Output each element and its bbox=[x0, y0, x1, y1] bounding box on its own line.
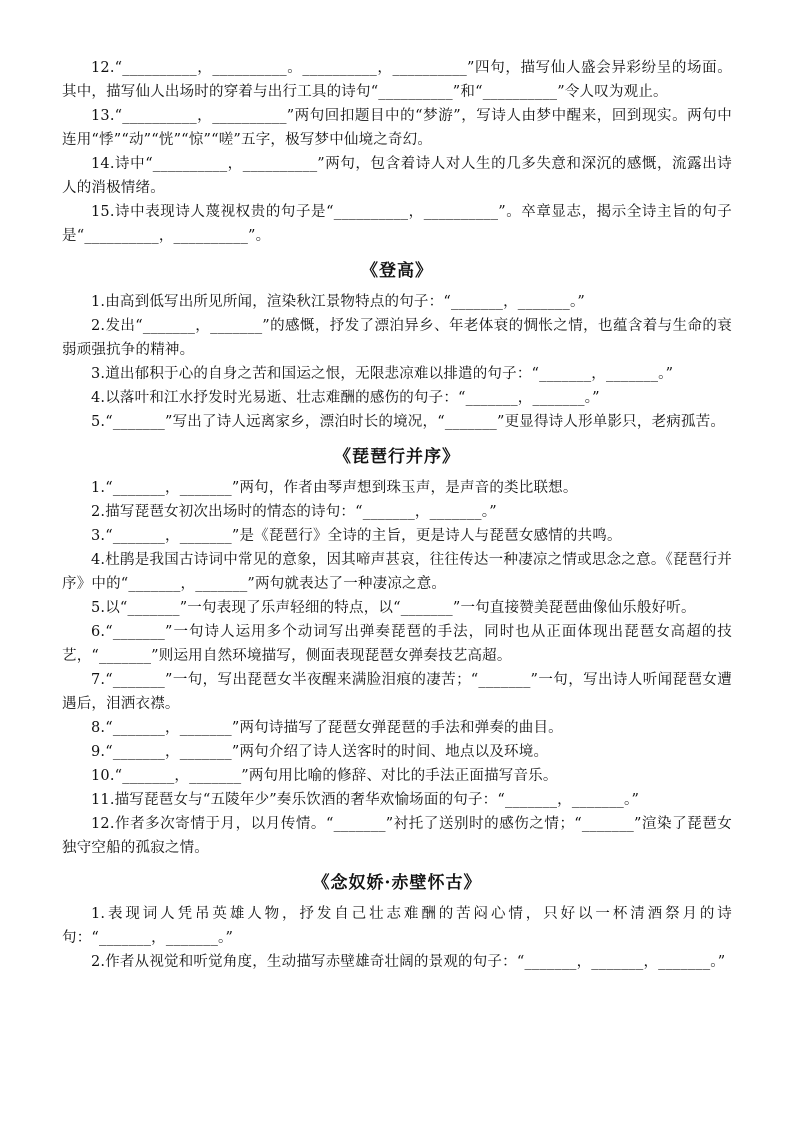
question-item: 9.“_______，_______”两句介绍了诗人送客时的时间、地点以及环境。 bbox=[91, 744, 549, 760]
section-niannujiao bbox=[62, 870, 732, 974]
question-item: 11.描写琵琶女与“五陵年少”奏乐饮酒的奢华欢愉场面的句子：“_______，_______。” bbox=[91, 792, 640, 808]
question-item: 5.以“_______”一句表现了乐声轻细的特点，以“_______”一句直接赞美琵琶曲像仙乐般好听。 bbox=[91, 600, 696, 616]
question-item: 12.“__________，__________。__________，__________”四句，描写仙人盛会异彩纷呈的场面。其中，描写仙人出场时的穿着与出行工具的诗句“__________”和“__________”令人叹为观止。 bbox=[62, 60, 732, 100]
question-item: 4.杜鹃是我国古诗词中常见的意象，因其啼声甚哀，往往传达一种凄凉之情或思念之意。《琵琶行并序》中的“_______，_______”两句就表达了一种凄凉之意。 bbox=[62, 552, 732, 592]
question-item: 10.“_______，_______”两句用比喻的修辞、对比的手法正面描写音乐。 bbox=[91, 768, 558, 784]
question-item: 13.“__________，__________”两句回扣题目中的“梦游”，写诗人由梦中醒来，回到现实。两句中连用“悸”“动”“恍”“惊”“嗟”五字，极写梦中仙境之奇幻。 bbox=[62, 108, 732, 148]
question-item: 2.发出“_______，_______”的感慨，抒发了漂泊异乡、年老体衰的惆怅之情，也蕴含着与生命的衰弱顽强抗争的精神。 bbox=[62, 318, 732, 358]
question-item: 2.描写琵琶女初次出场时的情态的诗句：“_______，_______。” bbox=[91, 504, 497, 520]
section-mengyou-continued bbox=[62, 56, 732, 248]
question-item: 4.以落叶和江水抒发时光易逝、壮志难酬的感伤的句子：“_______，_______。” bbox=[91, 390, 600, 406]
question-item: 1.表现词人凭吊英雄人物，抒发自己壮志难酬的苦闷心情，只好以一杯清酒祭月的诗句：“_______，_______。” bbox=[62, 906, 732, 946]
section-pipaxing bbox=[62, 444, 732, 860]
question-item: 1.“_______，_______”两句，作者由琴声想到珠玉声，是声音的类比联想。 bbox=[91, 480, 578, 496]
section-title: 《琵琶行并序》 bbox=[334, 447, 460, 467]
section-title: 《登高》 bbox=[361, 261, 433, 281]
question-item: 2.作者从视觉和听觉角度，生动描写赤壁雄奇壮阔的景观的句子：“_______，_______，_______。” bbox=[91, 954, 726, 970]
question-item: 8.“_______，_______”两句诗描写了琵琶女弹琵琶的手法和弹奏的曲目。 bbox=[91, 720, 563, 736]
question-item: 1.由高到低写出所见所闻，渲染秋江景物特点的句子：“_______，_______。” bbox=[91, 294, 586, 310]
question-item: 5.“_______”写出了诗人远离家乡，漂泊时长的境况，“_______”更显得诗人形单影只，老病孤苦。 bbox=[91, 414, 726, 430]
question-item: 3.“_______，_______”是《琵琶行》全诗的主旨，更是诗人与琵琶女感情的共鸣。 bbox=[91, 528, 622, 544]
question-item: 15.诗中表现诗人蔑视权贵的句子是“__________，__________”。卒章显志，揭示全诗主旨的句子是“__________，__________”。 bbox=[62, 204, 732, 244]
question-item: 3.道出郁积于心的自身之苦和国运之恨，无限悲凉难以排遣的句子：“_______，_______。” bbox=[91, 366, 674, 382]
section-denggao bbox=[62, 258, 732, 434]
section-title: 《念奴娇·赤壁怀古》 bbox=[312, 873, 482, 893]
question-item: 6.“_______”一句诗人运用多个动词写出弹奏琵琶的手法，同时也从正面体现出琵琶女高超的技艺，“_______”则运用自然环境描写，侧面表现琵琶女弹奏技艺高超。 bbox=[62, 624, 732, 664]
question-item: 12.作者多次寄情于月，以月传情。“_______”衬托了送别时的感伤之情；“_______”渲染了琵琶女独守空船的孤寂之情。 bbox=[62, 816, 732, 856]
question-item: 7.“_______”一句，写出琵琶女半夜醒来满脸泪痕的凄苦；“_______”一句，写出诗人听闻琵琶女遭遇后，泪洒衣襟。 bbox=[62, 672, 732, 712]
question-item: 14.诗中“__________，__________”两句，包含着诗人对人生的几多失意和深沉的感慨，流露出诗人的消极情绪。 bbox=[62, 156, 732, 196]
